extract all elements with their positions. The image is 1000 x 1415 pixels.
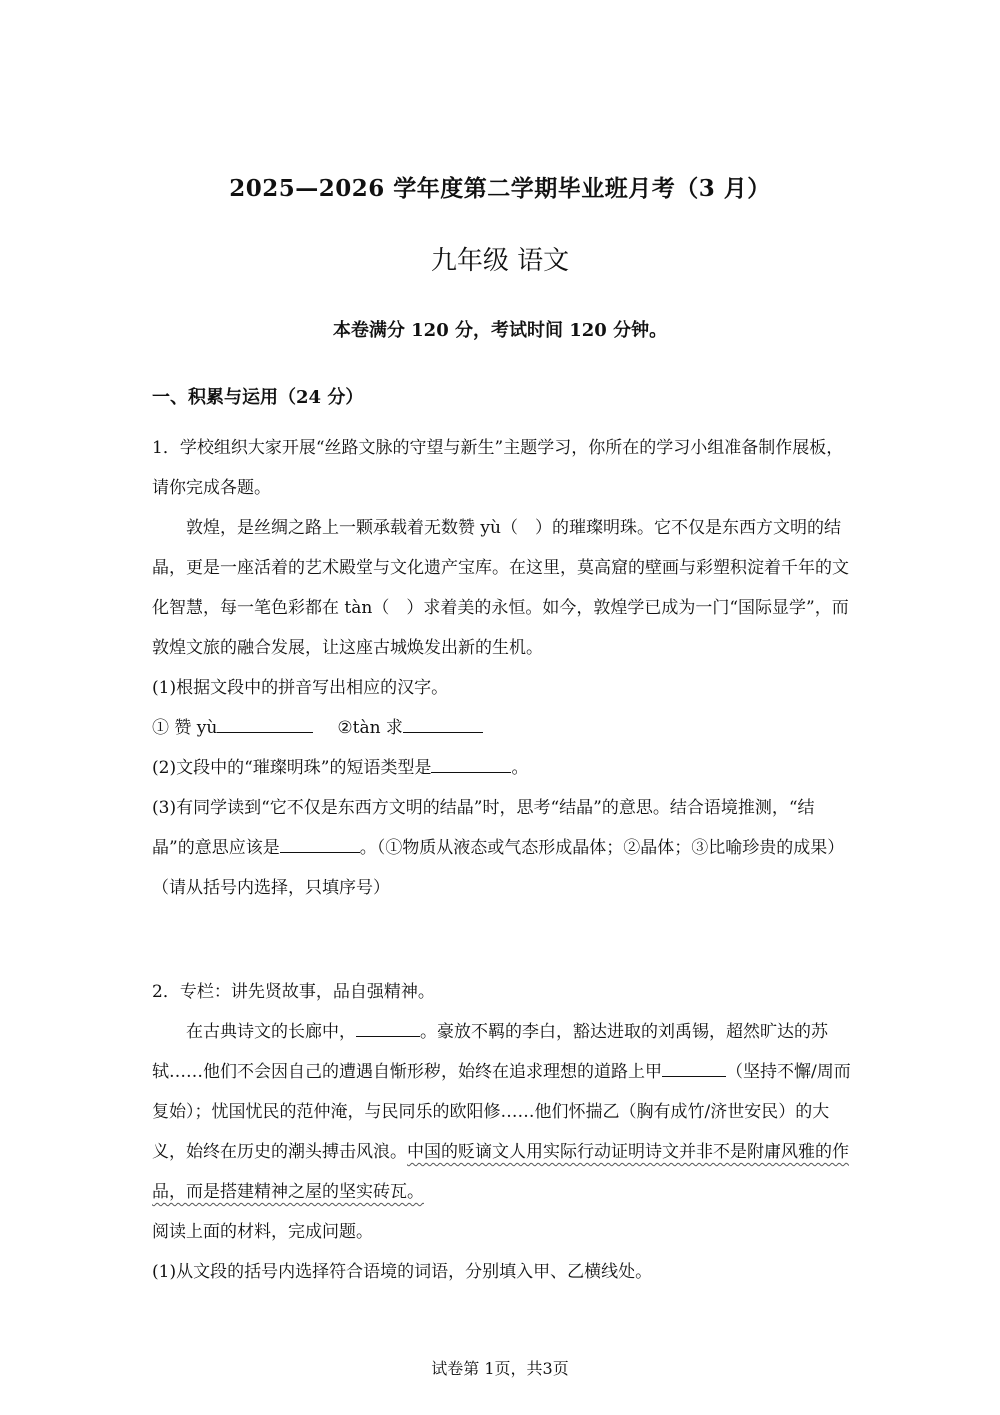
q1-sub3 [152,788,852,908]
q2-passage-part3: （坚持不懈/周而复始）；忧国忧民的范仲淹，与民同乐的欧阳修……他们怀揣乙（胸有成竹/济世安民）的大义，始终在历史的潮头搏击风浪。 [152,1062,851,1162]
q1-sub2-text: (2)文段中的“璀璨明珠”的短语类型是 [152,758,432,778]
q2-passage-part1: 在古典诗文的长廊中， [186,1022,356,1042]
q2-passage [152,1012,852,1212]
question-1 [152,428,852,908]
page-footer: 试卷第 1页，共3页 [431,1359,569,1378]
exam-subtitle: 九年级 语文 [430,246,570,276]
answer-blank[interactable] [280,832,360,853]
q1-sub1: (1)根据文段中的拼音写出相应的汉字。 [152,678,449,698]
q1-sub1-items [152,708,852,748]
answer-blank[interactable] [662,1056,726,1077]
question-2 [152,972,852,1292]
q1-sub3-text: (3)有同学读到“它不仅是东西方文明的结晶”时，思考“结晶”的意思。结合语境推测，“结晶”的意思应该是 [152,798,815,858]
q2-passage-part2: 。豪放不羁的李白，豁达进取的刘禹锡，超然旷达的苏轼……他们不会因自己的遭遇自惭形秽，始终在追求理想的道路上甲 [152,1022,828,1082]
answer-blank[interactable] [403,712,483,733]
exam-title: 2025—2026 学年度第二学期毕业班月考（3 月） [229,175,771,202]
q1-sub1-item2-label: ②tàn 求 [337,718,403,738]
q1-passage: 敦煌，是丝绸之路上一颗承载着无数赞 yù（ ）的璀璨明珠。它不仅是东西方文明的结晶，更是一座活着的艺术殿堂与文化遗产宝库。在这里，莫高窟的壁画与彩塑积淀着千年的文化智慧，每一笔色彩都在 tàn（ ）求着美的永恒。如今，敦煌学已成为一门“国际显学”，而敦煌文旅的融合发展，让这座古城焕发出新的生机。 [152,518,849,658]
q1-sub3-end: 。（①物质从液态或气态形成晶体；②晶体；③比喻珍贵的成果）（请从括号内选择，只填序号） [152,838,845,898]
q1-sub2-end: 。 [511,758,529,778]
q2-sub1: (1)从文段的括号内选择符合语境的词语，分别填入甲、乙横线处。 [152,1262,653,1282]
q2-passage-wavy: 中国的贬谪文人用实际行动证明诗文并非不是附庸风雅的作品，而是搭建精神之屋的坚实砖瓦。 [152,1142,849,1202]
q1-sub1-item1-label: ① 赞 yù [152,718,218,738]
q2-intro: 2．专栏：讲先贤故事，品自强精神。 [152,982,435,1002]
answer-blank[interactable] [217,712,313,733]
q1-intro: 1．学校组织大家开展“丝路文脉的守望与新生”主题学习，你所在的学习小组准备制作展板，请你完成各题。 [152,438,844,498]
answer-blank[interactable] [356,1016,420,1037]
q2-read: 阅读上面的材料，完成问题。 [152,1222,373,1242]
section-heading: 一、积累与运用（24 分） [152,387,364,408]
exam-note: 本卷满分 120 分，考试时间 120 分钟。 [332,320,668,341]
answer-blank[interactable] [431,752,511,773]
q1-sub2 [152,748,852,788]
